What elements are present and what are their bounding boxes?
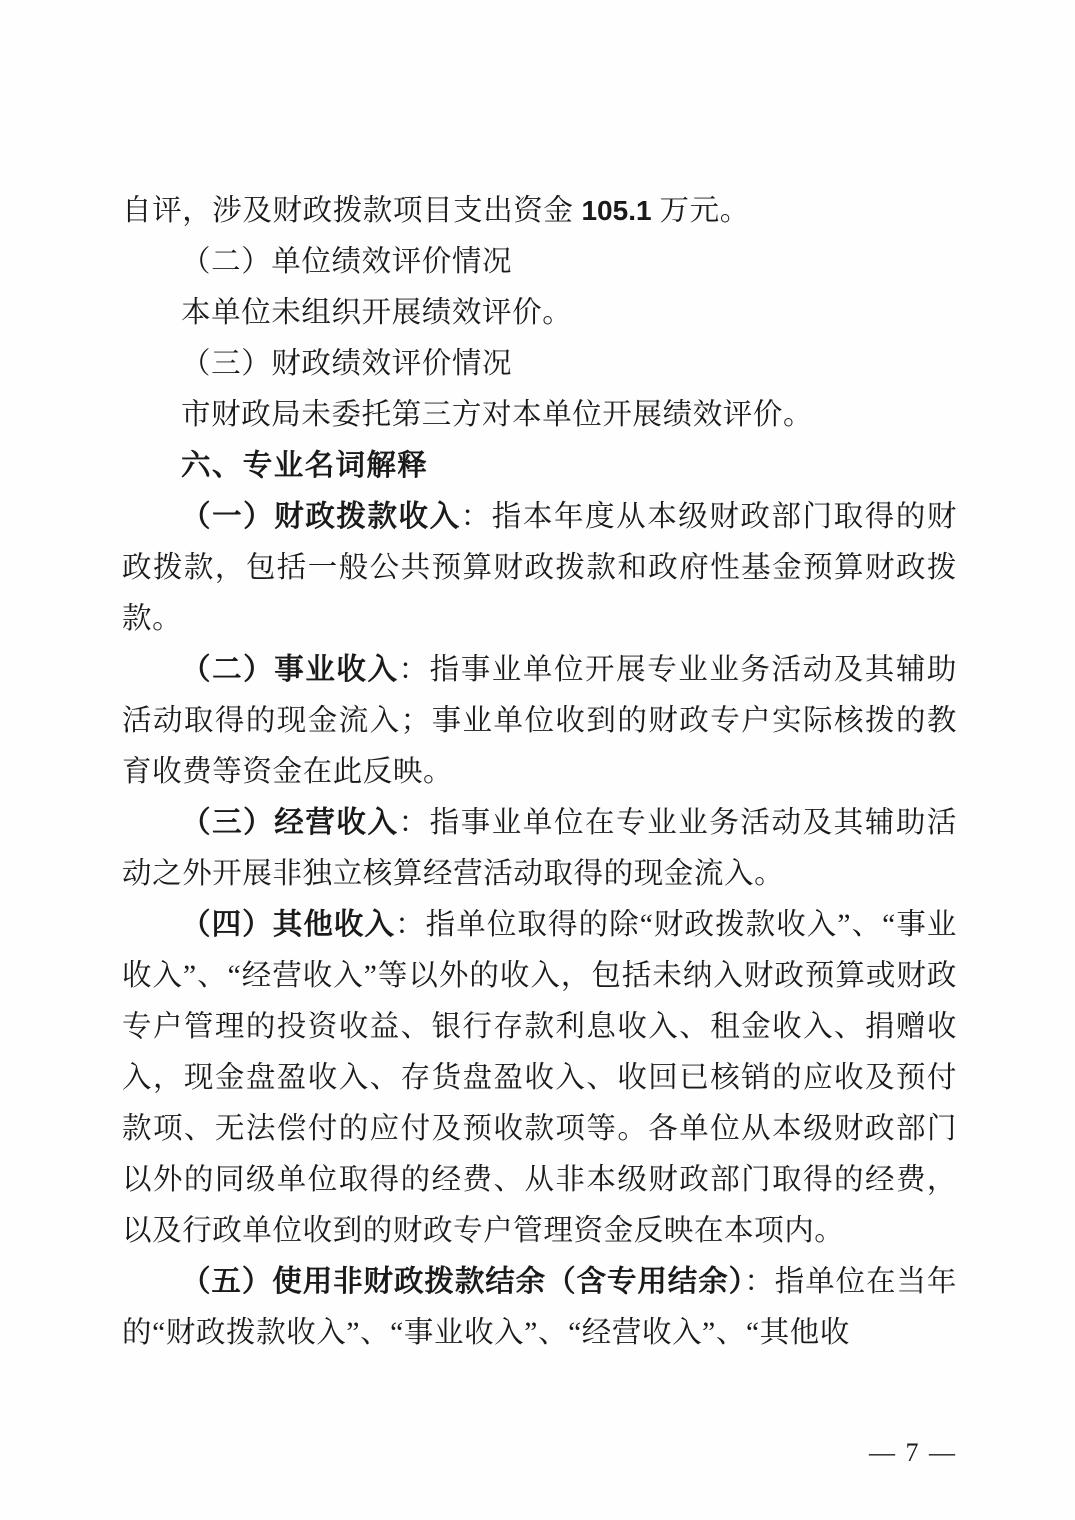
term-label: （五）使用非财政拨款结余（含专用结余）: [181, 1266, 745, 1298]
term-definition: ：指单位在当年的“财政拨款收入”、“事业收入”、“经营收入”、“其他收: [122, 1266, 957, 1349]
term-label: （三）经营收入: [181, 807, 399, 839]
paragraph-continued: [122, 185, 957, 237]
term-item-other-income: [122, 900, 957, 1257]
term-item-use-of-non-fiscal-surplus: [122, 1257, 957, 1359]
term-definition: ：指本年度从本级财政部门取得的财政拨款，包括一般公共预算财政拨款和政府性基金预算财政拨款。: [122, 501, 957, 635]
term-definition: ：指事业单位在专业业务活动及其辅助活动之外开展非独立核算经营活动取得的现金流入。: [122, 807, 957, 890]
document-body: [122, 185, 957, 1359]
paragraph-text-after: 万元。: [651, 195, 750, 227]
term-item-fiscal-appropriation-income: [122, 492, 957, 645]
term-label: （四）其他收入: [181, 909, 396, 941]
term-definition: ：指单位取得的除“财政拨款收入”、“事业收入”、“经营收入”等以外的收入，包括未纳入财政预算或财政专户管理的投资收益、银行存款利息收入、租金收入、捐赠收入，现金盘盈收入、存货盘盈收入、收回已核销的应收及预付款项、无法偿付的应付及预收款项等。各单位从本级财政部门以外的同级单位取得的经费、从非本级财政部门取得的经费，以及行政单位收到的财政专户管理资金反映在本项内。: [122, 909, 958, 1247]
term-label: （二）事业收入: [181, 654, 399, 686]
subheading-fiscal-performance-evaluation: （三）财政绩效评价情况: [181, 348, 513, 380]
paragraph-unit-performance-evaluation: 本单位未组织开展绩效评价。: [181, 297, 573, 329]
term-label: （一）财政拨款收入: [181, 501, 461, 533]
amount-value: 105.1: [581, 195, 652, 226]
term-definition: ：指事业单位开展专业业务活动及其辅助活动取得的现金流入；事业单位收到的财政专户实际核拨的教育收费等资金在此反映。: [122, 654, 957, 788]
subheading-unit-performance-evaluation: （二）单位绩效评价情况: [181, 246, 513, 278]
paragraph-text-before: 自评，涉及财政拨款项目支出资金: [122, 195, 582, 227]
paragraph-fiscal-performance-evaluation: 市财政局未委托第三方对本单位开展绩效评价。: [181, 399, 814, 431]
section-heading-terminology: 六、专业名词解释: [181, 450, 429, 482]
page-number: — 7 —: [869, 1438, 957, 1467]
term-item-operating-income: [122, 798, 957, 900]
term-item-business-income: [122, 645, 957, 798]
